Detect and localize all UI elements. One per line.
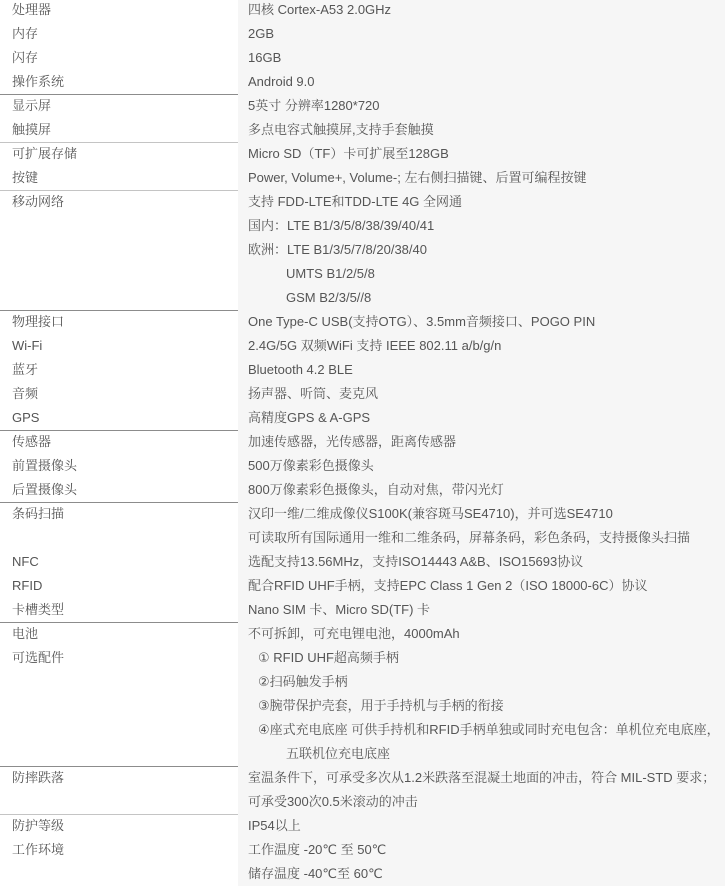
spec-value: ②扫码触发手柄 xyxy=(238,670,725,694)
spec-row xyxy=(0,358,725,382)
spec-label: 移动网络 xyxy=(12,194,65,209)
spec-row xyxy=(0,718,725,742)
spec-value: 高精度GPS & A-GPS xyxy=(238,406,725,430)
spec-label: 物理接口 xyxy=(12,314,65,329)
spec-row xyxy=(0,118,725,142)
spec-row xyxy=(0,310,725,334)
spec-value: 可读取所有国际通用一维和二维条码，屏幕条码，彩色条码，支持摄像头扫描 xyxy=(238,526,725,550)
spec-row xyxy=(0,526,725,550)
spec-row xyxy=(0,862,725,886)
spec-value: 2GB xyxy=(238,22,725,46)
spec-value: 16GB xyxy=(238,46,725,70)
spec-value: 加速传感器，光传感器，距离传感器 xyxy=(238,430,725,454)
spec-value: 不可拆卸，可充电锂电池，4000mAh xyxy=(238,622,725,646)
spec-value: Bluetooth 4.2 BLE xyxy=(238,358,725,382)
spec-label: Wi-Fi xyxy=(12,338,43,353)
spec-label xyxy=(0,862,238,886)
spec-row xyxy=(0,478,725,502)
spec-row xyxy=(0,166,725,190)
spec-label: 工作环境 xyxy=(12,842,65,857)
spec-label: 内存 xyxy=(12,26,39,41)
spec-label xyxy=(0,286,238,310)
spec-row xyxy=(0,574,725,598)
spec-value: 2.4G/5G 双频WiFi 支持 IEEE 802.11 a/b/g/n xyxy=(238,334,725,358)
spec-label: 音频 xyxy=(12,386,39,401)
spec-row xyxy=(0,766,725,790)
spec-row xyxy=(0,0,725,22)
spec-label: 条码扫描 xyxy=(12,506,65,521)
spec-value: GSM B2/3/5//8 xyxy=(238,286,725,310)
spec-row xyxy=(0,790,725,814)
spec-value: 支持 FDD-LTE和TDD-LTE 4G 全网通 xyxy=(238,190,725,214)
spec-value: ③腕带保护壳套，用于手持机与手柄的衔接 xyxy=(238,694,725,718)
spec-row xyxy=(0,454,725,478)
spec-value: Nano SIM 卡、Micro SD(TF) 卡 xyxy=(238,598,725,622)
spec-row xyxy=(0,214,725,238)
spec-value: 五联机位充电底座 xyxy=(238,742,725,766)
spec-value: UMTS B1/2/5/8 xyxy=(238,262,725,286)
spec-row xyxy=(0,622,725,646)
spec-value: Micro SD（TF）卡可扩展至128GB xyxy=(238,142,725,166)
spec-label: GPS xyxy=(12,410,40,425)
spec-value: 四核 Cortex-A53 2.0GHz xyxy=(238,0,725,22)
spec-label: 蓝牙 xyxy=(12,362,39,377)
spec-value: 储存温度 -40℃至 60℃ xyxy=(238,862,725,886)
spec-label: 防护等级 xyxy=(12,818,65,833)
spec-label: 按键 xyxy=(12,170,39,185)
spec-value: Android 9.0 xyxy=(238,70,725,94)
spec-value: IP54以上 xyxy=(238,814,725,838)
spec-value: ① RFID UHF超高频手柄 xyxy=(238,646,725,670)
spec-label xyxy=(0,790,238,814)
spec-row xyxy=(0,334,725,358)
spec-row xyxy=(0,70,725,94)
spec-value: Power, Volume+, Volume-; 左右侧扫描键、后置可编程按键 xyxy=(238,166,725,190)
spec-row xyxy=(0,646,725,670)
spec-label xyxy=(0,718,238,742)
spec-label xyxy=(0,262,238,286)
spec-label: 触摸屏 xyxy=(12,122,52,137)
spec-value: 多点电容式触摸屏,支持手套触摸 xyxy=(238,118,725,142)
spec-value: 欧洲：LTE B1/3/5/7/8/20/38/40 xyxy=(238,238,725,262)
spec-row xyxy=(0,22,725,46)
spec-label: 电池 xyxy=(12,626,39,641)
spec-label xyxy=(0,742,238,766)
spec-label: 防摔跌落 xyxy=(12,770,65,785)
spec-value: 汉印一维/二维成像仪S100K(兼容斑马SE4710)，并可选SE4710 xyxy=(238,502,725,526)
spec-row xyxy=(0,406,725,430)
spec-row xyxy=(0,670,725,694)
spec-label: 传感器 xyxy=(12,434,52,449)
spec-row xyxy=(0,286,725,310)
spec-row xyxy=(0,190,725,214)
spec-label: RFID xyxy=(12,578,43,593)
spec-label: 前置摄像头 xyxy=(12,458,78,473)
spec-row xyxy=(0,94,725,118)
spec-row xyxy=(0,430,725,454)
spec-row xyxy=(0,142,725,166)
spec-row xyxy=(0,238,725,262)
spec-value: 500万像素彩色摄像头 xyxy=(238,454,725,478)
spec-value: 室温条件下，可承受多次从1.2米跌落至混凝土地面的冲击，符合 MIL-STD 要求； xyxy=(238,766,725,790)
spec-label xyxy=(0,670,238,694)
spec-label: 处理器 xyxy=(12,2,52,17)
spec-label: 卡槽类型 xyxy=(12,602,65,617)
spec-value: 5英寸 分辨率1280*720 xyxy=(238,94,725,118)
spec-label: 可选配件 xyxy=(12,650,65,665)
spec-label xyxy=(0,238,238,262)
spec-row xyxy=(0,46,725,70)
spec-label: 操作系统 xyxy=(12,74,65,89)
spec-row xyxy=(0,382,725,406)
spec-value: 配合RFID UHF手柄，支持EPC Class 1 Gen 2（ISO 18000-6C）协议 xyxy=(238,574,725,598)
spec-label: 闪存 xyxy=(12,50,39,65)
spec-row xyxy=(0,550,725,574)
spec-value: 可承受300次0.5米滚动的冲击 xyxy=(238,790,725,814)
spec-value: ④座式充电底座 可供手持机和RFID手柄单独或同时充电包含：单机位充电底座， xyxy=(238,718,725,742)
spec-row xyxy=(0,742,725,766)
spec-label xyxy=(0,526,238,550)
spec-value: 选配支持13.56MHz，支持ISO14443 A&B、ISO15693协议 xyxy=(238,550,725,574)
spec-row xyxy=(0,598,725,622)
spec-value: 国内：LTE B1/3/5/8/38/39/40/41 xyxy=(238,214,725,238)
spec-value: 800万像素彩色摄像头，自动对焦，带闪光灯 xyxy=(238,478,725,502)
spec-row xyxy=(0,814,725,838)
spec-label: NFC xyxy=(12,554,39,569)
spec-label: 可扩展存储 xyxy=(12,146,78,161)
spec-label: 后置摄像头 xyxy=(12,482,78,497)
spec-row xyxy=(0,694,725,718)
spec-value: One Type-C USB(支持OTG）、3.5mm音频接口、POGO PIN xyxy=(238,310,725,334)
spec-row xyxy=(0,838,725,862)
spec-row xyxy=(0,262,725,286)
spec-row xyxy=(0,502,725,526)
spec-value: 工作温度 -20℃ 至 50℃ xyxy=(238,838,725,862)
spec-label xyxy=(0,214,238,238)
spec-label xyxy=(0,694,238,718)
spec-label: 显示屏 xyxy=(12,98,52,113)
spec-value: 扬声器、听筒、麦克风 xyxy=(238,382,725,406)
